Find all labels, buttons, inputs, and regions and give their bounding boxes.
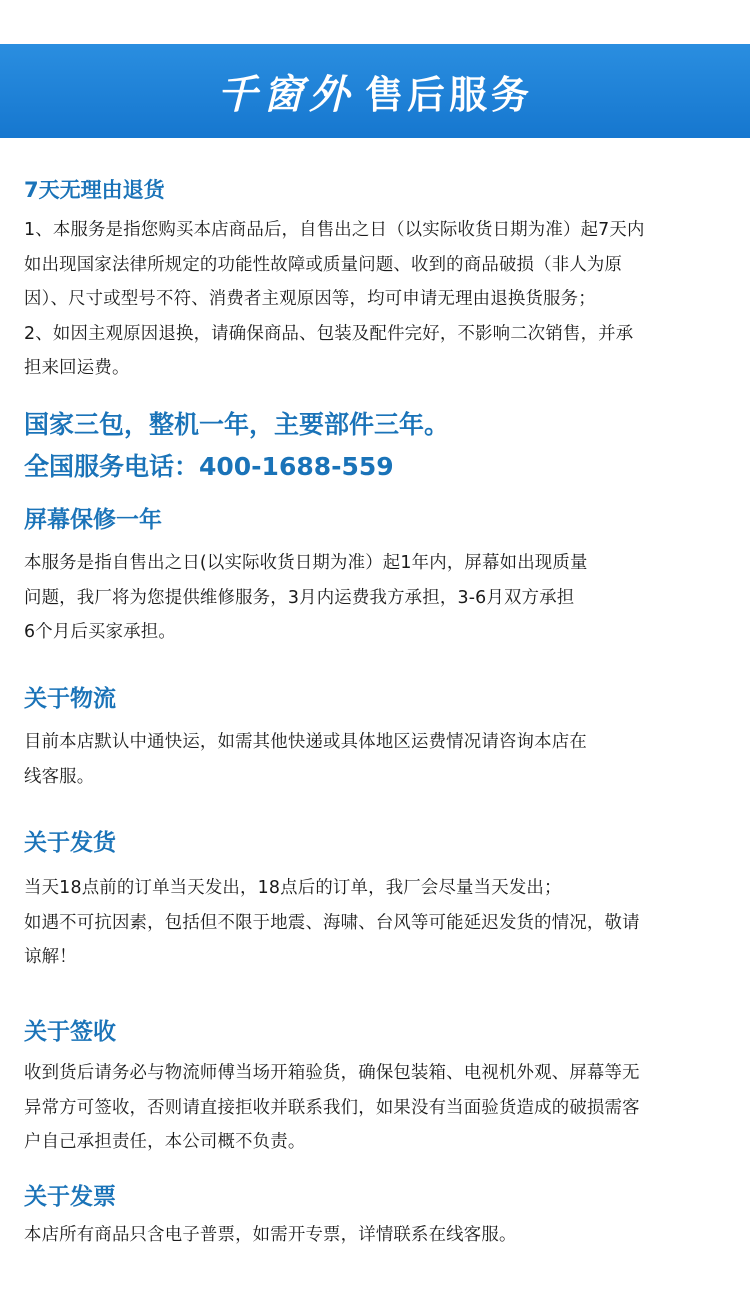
text-line: 担来回运费。 — [24, 358, 130, 378]
text-line: 当天18点前的订单当天发出，18点后的订单，我厂会尽量当天发出； — [24, 878, 562, 898]
warranty-line: 国家三包，整机一年，主要部件三年。 — [24, 410, 450, 439]
service-phone: 全国服务电话：400-1688-559 — [24, 452, 394, 481]
text-line: 问题，我厂将为您提供维修服务，3月内运费我方承担，3-6月双方承担 — [24, 587, 575, 608]
text-line: 异常方可签收，否则请直接拒收并联系我们，如果没有当面验货造成的破损需客 — [24, 1097, 640, 1118]
text-line: 目前本店默认中通快运，如需其他快递或具体地区运费情况请咨询本店在 — [24, 732, 587, 752]
text-line: 2、如因主观原因退换，请确保商品、包装及配件完好，不影响二次销售，并承 — [24, 323, 634, 344]
section-title-screen: 屏幕保修一年 — [24, 507, 162, 533]
brand-name: 千窗外 — [216, 71, 355, 118]
text-line: 本店所有商品只含电子普票，如需开专票，详情联系在线客服。 — [24, 1225, 517, 1245]
header-banner — [0, 44, 750, 138]
text-line: 户自己承担责任，本公司概不负责。 — [24, 1132, 306, 1152]
section-body-shipping — [24, 871, 730, 975]
section-title-return: 7天无理由退货 — [24, 178, 165, 202]
section-title-logistics: 关于物流 — [24, 686, 116, 712]
text-line: 谅解！ — [24, 947, 77, 967]
section-body-logistics — [24, 725, 730, 794]
text-line: 线客服。 — [24, 766, 95, 787]
text-line: 本服务是指自售出之日(以实际收货日期为准）起1年内，屏幕如出现质量 — [24, 553, 588, 573]
section-title-receipt: 关于签收 — [24, 1019, 116, 1045]
section-body-invoice — [24, 1218, 730, 1253]
section-title-shipping: 关于发货 — [24, 830, 116, 856]
text-line: 因）、尺寸或型号不符、消费者主观原因等，均可申请无理由退换货服务； — [24, 289, 596, 309]
text-line: 收到货后请务必与物流师傅当场开箱验货，确保包装箱、电视机外观、屏幕等无 — [24, 1063, 640, 1083]
text-line: 如出现国家法律所规定的功能性故障或质量问题、收到的商品破损（非人为原 — [24, 254, 623, 275]
text-line: 如遇不可抗因素，包括但不限于地震、海啸、台风等可能延迟发货的情况，敬请 — [24, 912, 640, 933]
text-line: 6个月后买家承担。 — [24, 622, 176, 642]
section-body-return — [24, 213, 730, 386]
section-body-screen — [24, 546, 730, 650]
section-body-receipt — [24, 1056, 730, 1160]
text-line: 1、本服务是指您购买本店商品后，自售出之日（以实际收货日期为准）起7天内 — [24, 220, 645, 240]
section-title-invoice: 关于发票 — [24, 1184, 116, 1210]
banner-title: 售后服务 — [364, 72, 533, 117]
